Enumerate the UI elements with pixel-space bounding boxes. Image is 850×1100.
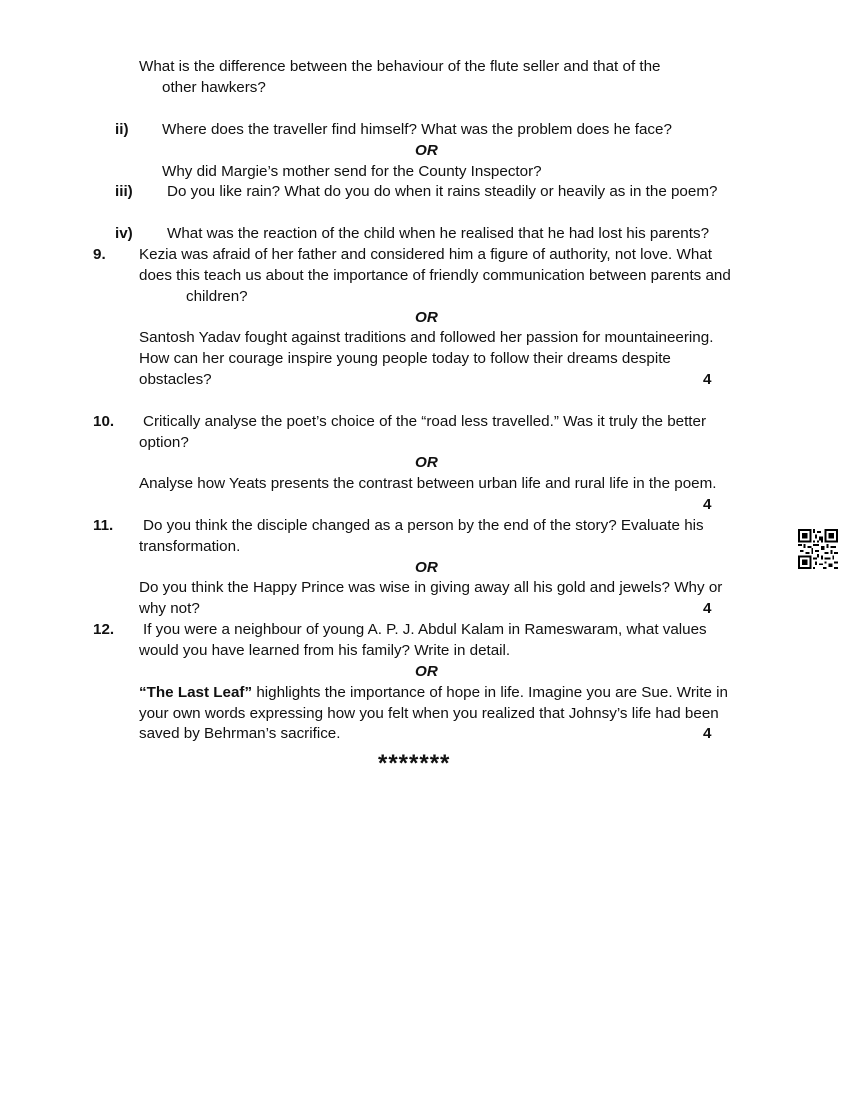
- q12-alt-line1-rest: highlights the importance of hope in life. Imagine you are Sue. Write in: [252, 684, 728, 701]
- q9-alt-line2: How can her courage inspire young people today to follow their dreams despite: [139, 350, 671, 367]
- q9-marks: 4: [703, 371, 712, 388]
- q12-line1: If you were a neighbour of young A. P. J. Abdul Kalam in Rameswaram, what values: [143, 621, 707, 638]
- q12-marks: 4: [703, 725, 712, 742]
- q10-alt-line1: Analyse how Yeats presents the contrast between urban life and rural life in the poem.: [139, 475, 717, 492]
- q12-alt-line1: [139, 683, 728, 703]
- q11-line2: transformation.: [139, 538, 241, 555]
- q12-alt-line2: your own words expressing how you felt when you realized that Johnsy’s life had been: [139, 705, 719, 722]
- q9-alt-line3: obstacles?: [139, 371, 212, 388]
- q8-i-line2: other hawkers?: [162, 79, 266, 96]
- q8-i-line1: What is the difference between the behaviour of the flute seller and that of the: [139, 58, 661, 75]
- end-marker: *******: [378, 750, 451, 777]
- q11-line1: Do you think the disciple changed as a person by the end of the story? Evaluate his: [143, 517, 704, 534]
- q8-iii-number: iii): [115, 183, 133, 200]
- q8-ii-text: Where does the traveller find himself? What was the problem does he face?: [162, 121, 672, 138]
- q12-line2: would you have learned from his family? Write in detail.: [139, 642, 511, 659]
- q8-ii-number: ii): [115, 121, 129, 138]
- q12-or-label: OR: [415, 663, 438, 680]
- q12-number: 12.: [93, 621, 115, 638]
- q8-ii-alt-text: Why did Margie’s mother send for the County Inspector?: [162, 163, 542, 180]
- q12-alt-line3: saved by Behrman’s sacrifice.: [139, 725, 341, 742]
- q9-line2: does this teach us about the importance of friendly communication between parents and: [139, 267, 731, 284]
- q11-alt-line1: Do you think the Happy Prince was wise in giving away all his gold and jewels? Why or: [139, 579, 723, 596]
- q10-number: 10.: [93, 413, 115, 430]
- q10-or-label: OR: [415, 454, 438, 471]
- q9-line3: children?: [186, 288, 248, 305]
- q9-number: 9.: [93, 246, 106, 263]
- q8-or-label: OR: [415, 142, 438, 159]
- q9-or-label: OR: [415, 309, 438, 326]
- q10-line2: option?: [139, 434, 189, 451]
- q9-line1: Kezia was afraid of her father and considered him a figure of authority, not love. What: [139, 246, 712, 263]
- q9-alt-line1: Santosh Yadav fought against traditions and followed her passion for mountaineering.: [139, 329, 714, 346]
- q11-number: 11.: [93, 517, 114, 534]
- q12-alt-title: “The Last Leaf”: [139, 684, 253, 701]
- q11-marks: 4: [703, 600, 712, 617]
- q11-alt-line2: why not?: [139, 600, 200, 617]
- q8-iv-number: iv): [115, 225, 133, 242]
- q10-line1: Critically analyse the poet’s choice of the “road less travelled.” Was it truly the better: [143, 413, 707, 430]
- q8-iv-text: What was the reaction of the child when he realised that he had lost his parents?: [167, 225, 710, 242]
- q8-iii-text: Do you like rain? What do you do when it rains steadily or heavily as in the poem?: [167, 183, 718, 200]
- qr-code-icon: [798, 529, 838, 569]
- q10-marks: 4: [703, 496, 712, 513]
- q11-or-label: OR: [415, 559, 438, 576]
